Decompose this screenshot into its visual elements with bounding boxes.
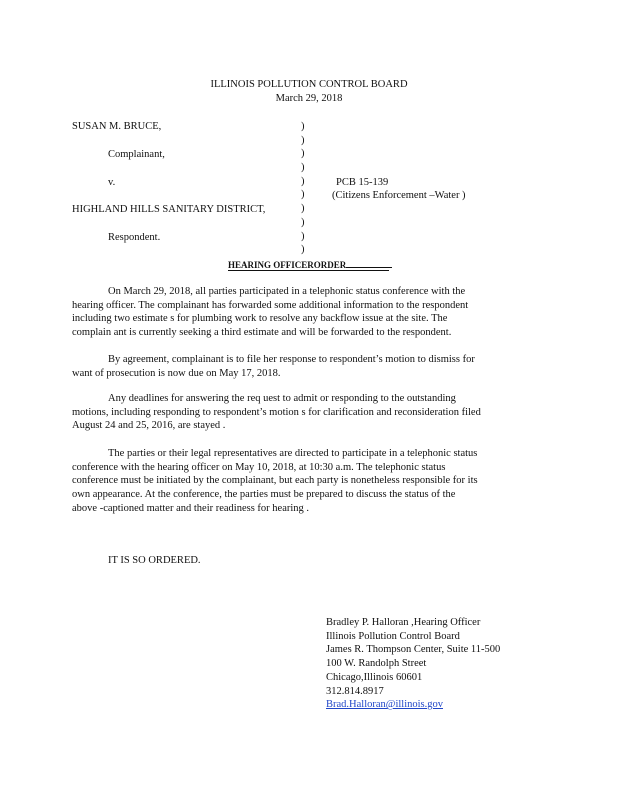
paragraph-line: want of prosecution is now due on May 17, 2018.	[72, 367, 281, 379]
paragraph-line: complain ant is currently seeking a third estimate and will be forwarded to the respondent.	[72, 327, 452, 339]
email-text: Brad.Halloran@illinois.gov	[326, 699, 443, 711]
paren: )	[301, 162, 305, 174]
paragraph-line: including two estimate s for plumbing work to resolve any backflow issue at the site. The	[72, 313, 448, 325]
complainant-role: Complainant,	[108, 149, 165, 160]
paragraph-response-deadline	[72, 353, 542, 380]
paragraph-line: Any deadlines for answering the req uest to admit or responding to the outstanding	[108, 393, 456, 404]
paren: )	[301, 121, 305, 132]
signer-phone: 312.814.8917	[326, 685, 384, 697]
paragraph-line: conference must be initiated by the complainant, but each party is nonetheless responsible for its	[72, 475, 478, 487]
respondent-role: Respondent.	[108, 232, 161, 243]
paragraph-line: own appearance. At the conference, the parties must be prepared to discuss the status of the	[72, 489, 456, 501]
paren: )	[301, 175, 305, 187]
order-date: March 29, 2018	[275, 92, 343, 104]
paragraph-deadlines-stayed	[72, 392, 542, 433]
document-header	[0, 78, 618, 105]
signer-name-title: Bradley P. Halloran ,Hearing Officer	[326, 617, 481, 628]
paragraph-status-conference	[72, 285, 542, 340]
paren: )	[301, 148, 305, 160]
paragraph-line: On March 29, 2018, all parties participated in a telephonic status conference with the	[108, 286, 466, 297]
case-type: (Citizens Enforcement –Water )	[332, 190, 466, 201]
paragraph-line: hearing officer. The complainant has forwarded some additional information to the respondent	[72, 299, 469, 311]
paren: )	[301, 134, 305, 146]
signer-organization: Illinois Pollution Control Board	[326, 630, 460, 642]
paren: )	[301, 230, 305, 242]
paren: )	[301, 203, 305, 215]
signature-block	[326, 616, 500, 726]
signer-email-link[interactable]	[326, 698, 500, 725]
paragraph-line: conference with the hearing officer on May 10, 2018, at 10:30 a.m. The telephonic status	[72, 461, 446, 473]
paragraph-line: The parties or their legal representatives are directed to participate in a telephonic status	[108, 448, 478, 459]
paragraph-line: By agreement, complainant is to file her response to respondent’s motion to dismiss for	[108, 354, 475, 365]
case-number: PCB 15-139	[336, 177, 389, 188]
paren: )	[301, 189, 305, 201]
caption-parentheses	[301, 120, 309, 257]
agency-name: ILLINOIS POLLUTION CONTROL BOARD	[210, 79, 408, 90]
paragraph-line: August 24 and 25, 2016, are stayed .	[72, 420, 226, 432]
paragraph-line: above -captioned matter and their readiness for hearing .	[72, 502, 310, 514]
paren: )	[301, 216, 305, 228]
signer-city: Chicago,Illinois 60601	[326, 671, 423, 683]
signer-building: James R. Thompson Center, Suite 11-500	[326, 644, 501, 656]
paragraph-line: motions, including responding to respondent’s motion s for clarification and reconsideration filed	[72, 406, 481, 418]
versus-label: v.	[108, 177, 116, 188]
respondent-name: HIGHLAND HILLS SANITARY DISTRICT,	[72, 204, 266, 215]
order-title-underline	[228, 270, 389, 271]
paragraph-next-conference	[72, 447, 542, 516]
paren: )	[301, 244, 305, 256]
closing-statement: IT IS SO ORDERED.	[108, 555, 201, 566]
complainant-name: SUSAN M. BRUCE,	[72, 121, 162, 132]
order-title-text: HEARING OFFICERORDER	[228, 260, 347, 270]
signer-street: 100 W. Randolph Street	[326, 658, 427, 670]
